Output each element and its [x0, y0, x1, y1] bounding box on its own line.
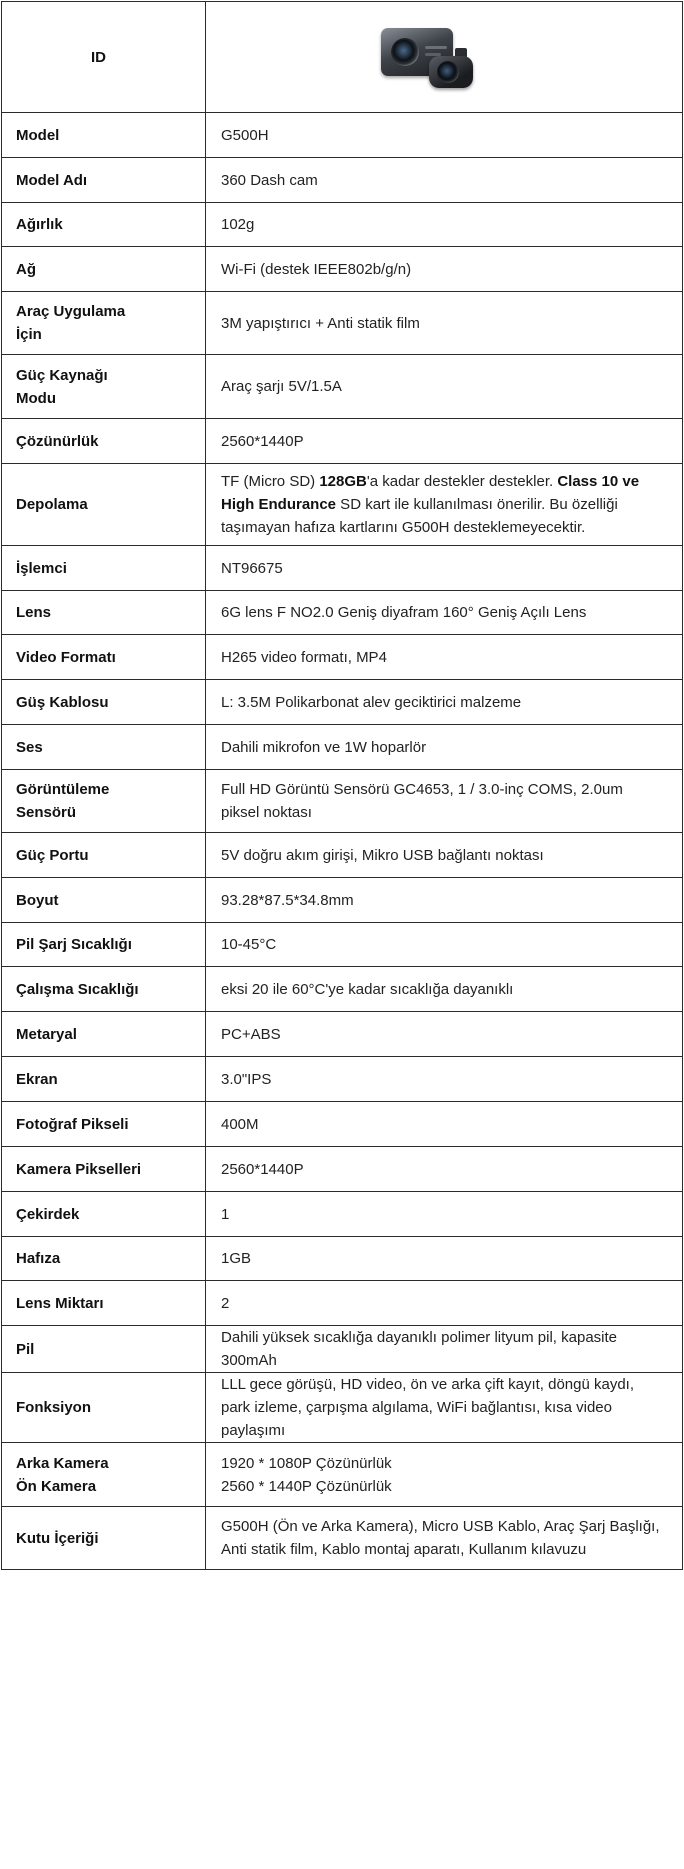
spec-value: 1 — [206, 1192, 683, 1237]
spec-row-model-adi — [2, 158, 683, 203]
spec-row-hafiza — [2, 1237, 683, 1281]
spec-value-text: SD kart ile kullanılması önerilir. Bu özelliği taşımayan hafıza kartlarını G500H desteklemeyecektir. — [221, 496, 618, 536]
spec-row-metaryal — [2, 1012, 683, 1057]
spec-label — [2, 770, 206, 833]
spec-row-lens-miktari — [2, 1281, 683, 1326]
spec-label-line: Ön Kamera — [16, 1477, 97, 1495]
spec-value-text: 'a kadar destekler destekler. — [366, 473, 558, 490]
spec-label: Kutu İçeriği — [2, 1507, 206, 1570]
spec-row-pil-sarj-sicakligi — [2, 923, 683, 967]
spec-label: Çekirdek — [2, 1192, 206, 1237]
spec-value — [206, 464, 683, 546]
spec-label — [2, 292, 206, 355]
spec-value-emphasis: 128GB — [319, 473, 367, 490]
spec-label: Güş Kablosu — [2, 680, 206, 725]
spec-row-kamera-pikselleri — [2, 1147, 683, 1192]
spec-row-guc-portu — [2, 833, 683, 878]
spec-label: Model — [2, 113, 206, 158]
spec-value: 2560*1440P — [206, 419, 683, 464]
spec-value: 93.28*87.5*34.8mm — [206, 878, 683, 923]
spec-row-arac-uygulama-icin — [2, 292, 683, 355]
spec-label-line: Sensörü — [16, 804, 77, 821]
spec-label: Metaryal — [2, 1012, 206, 1057]
table-header-row — [2, 2, 683, 113]
spec-row-boyut — [2, 878, 683, 923]
spec-value: LLL gece görüşü, HD video, ön ve arka çift kayıt, döngü kaydı, park izleme, çarpışma algılama, WiFi bağlantısı, kısa video paylaşımı — [206, 1373, 683, 1443]
spec-value: 400M — [206, 1102, 683, 1147]
spec-value: 1GB — [206, 1237, 683, 1281]
spec-label: Ses — [2, 725, 206, 770]
spec-value: 102g — [206, 203, 683, 247]
spec-value: 6G lens F NO2.0 Geniş diyafram 160° Geniş Açılı Lens — [206, 591, 683, 635]
spec-row-pil — [2, 1326, 683, 1373]
spec-value: 5V doğru akım girişi, Mikro USB bağlantı noktası — [206, 833, 683, 878]
spec-value-line: 2560 * 1440P Çözünürlük — [221, 1477, 392, 1495]
spec-label: Lens Miktarı — [2, 1281, 206, 1326]
spec-label: Video Formatı — [2, 635, 206, 680]
spec-label-line: Görüntüleme — [16, 781, 110, 798]
spec-row-video-formati — [2, 635, 683, 680]
product-image-cell — [206, 2, 683, 113]
spec-label: İşlemci — [2, 546, 206, 591]
spec-label-line: Araç Uygulama — [16, 303, 126, 320]
spec-table-body — [2, 2, 683, 1570]
spec-label: Model Adı — [2, 158, 206, 203]
spec-value: Dahili mikrofon ve 1W hoparlör — [206, 725, 683, 770]
spec-value-line: 1920 * 1080P Çözünürlük — [221, 1454, 392, 1472]
spec-value: NT96675 — [206, 546, 683, 591]
spec-label: Pil Şarj Sıcaklığı — [2, 923, 206, 967]
spec-value: 3.0"IPS — [206, 1057, 683, 1102]
spec-value: 10-45°C — [206, 923, 683, 967]
spec-label: Çalışma Sıcaklığı — [2, 967, 206, 1012]
spec-row-gus-kablosu — [2, 680, 683, 725]
rear-camera-body — [429, 56, 473, 88]
spec-label: Depolama — [2, 464, 206, 546]
spec-value: Dahili yüksek sıcaklığa dayanıklı polimer lityum pil, kapasite 300mAh — [206, 1326, 683, 1373]
spec-label-line: Modu — [16, 389, 56, 407]
spec-row-goruntuleme-sensoru — [2, 770, 683, 833]
spec-label-line: Güç Kaynağı — [16, 366, 108, 384]
spec-value: Araç şarjı 5V/1.5A — [206, 355, 683, 419]
spec-row-cozunurluk — [2, 419, 683, 464]
spec-value: Full HD Görüntü Sensörü GC4653, 1 / 3.0-inç COMS, 2.0um piksel noktası — [206, 770, 683, 833]
spec-row-fotograf-pikseli — [2, 1102, 683, 1147]
spec-value: G500H — [206, 113, 683, 158]
spec-label: Güç Portu — [2, 833, 206, 878]
spec-row-islemci — [2, 546, 683, 591]
spec-value: 360 Dash cam — [206, 158, 683, 203]
id-label: ID — [2, 2, 206, 113]
spec-value: 2560*1440P — [206, 1147, 683, 1192]
spec-table — [1, 1, 683, 1570]
spec-label: Çözünürlük — [2, 419, 206, 464]
spec-row-ses — [2, 725, 683, 770]
rear-camera-lens — [437, 61, 459, 83]
spec-value: 3M yapıştırıcı + Anti statik film — [206, 292, 683, 355]
spec-label: Hafıza — [2, 1237, 206, 1281]
spec-row-depolama — [2, 464, 683, 546]
spec-label-line: Arka Kamera — [16, 1454, 109, 1472]
spec-value: PC+ABS — [206, 1012, 683, 1057]
spec-row-fonksiyon — [2, 1373, 683, 1443]
spec-label: Lens — [2, 591, 206, 635]
spec-row-cekirdek — [2, 1192, 683, 1237]
spec-row-ekran — [2, 1057, 683, 1102]
spec-value: H265 video formatı, MP4 — [206, 635, 683, 680]
spec-label: Kamera Pikselleri — [2, 1147, 206, 1192]
spec-value: 2 — [206, 1281, 683, 1326]
dash-cam-product-image — [377, 20, 487, 96]
spec-label: Ağırlık — [2, 203, 206, 247]
spec-label: Fotoğraf Pikseli — [2, 1102, 206, 1147]
spec-label: Fonksiyon — [2, 1373, 206, 1443]
spec-row-arka-kamera-on-kamera — [2, 1443, 683, 1507]
spec-value: eksi 20 ile 60°C'ye kadar sıcaklığa dayanıklı — [206, 967, 683, 1012]
spec-row-guc-kaynagi-modu — [2, 355, 683, 419]
spec-label — [2, 1443, 206, 1507]
spec-row-agirlik — [2, 203, 683, 247]
spec-value-emphasis: Class 10 ve High Endurance — [221, 473, 640, 513]
spec-value: G500H (Ön ve Arka Kamera), Micro USB Kablo, Araç Şarj Başlığı, Anti statik film, Kablo montaj aparatı, Kullanım kılavuzu — [206, 1507, 683, 1570]
spec-label: Ekran — [2, 1057, 206, 1102]
spec-value: Wi-Fi (destek IEEE802b/g/n) — [206, 247, 683, 292]
spec-row-model — [2, 113, 683, 158]
spec-row-ag — [2, 247, 683, 292]
spec-label: Boyut — [2, 878, 206, 923]
spec-value — [206, 1443, 683, 1507]
spec-row-lens — [2, 591, 683, 635]
front-camera-lens — [391, 38, 419, 66]
spec-value: L: 3.5M Polikarbonat alev geciktirici malzeme — [206, 680, 683, 725]
spec-value-text: TF (Micro SD) — [221, 473, 320, 490]
spec-row-calisma-sicakligi — [2, 967, 683, 1012]
spec-label — [2, 355, 206, 419]
spec-label: Pil — [2, 1326, 206, 1373]
spec-label-line: İçin — [16, 326, 42, 343]
spec-label: Ağ — [2, 247, 206, 292]
spec-row-kutu-icerigi — [2, 1507, 683, 1570]
